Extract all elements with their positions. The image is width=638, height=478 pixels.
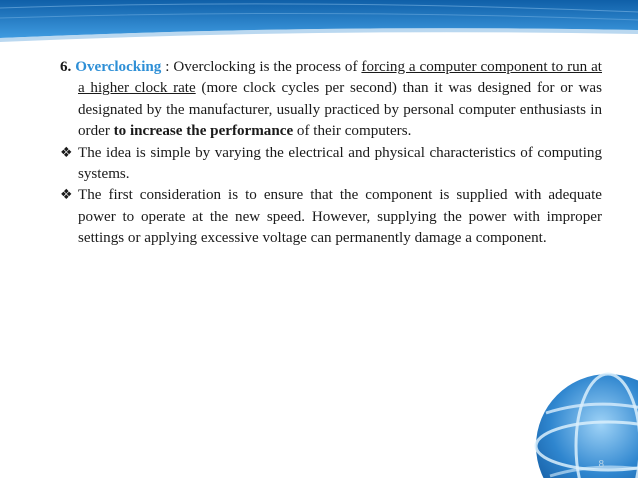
definition-paragraph — [60, 57, 602, 143]
definition-middle: (more clock cycles per second) than it was designed for or was designated by the manufacturer, usually practiced by personal computer enthusiasts in order — [78, 80, 603, 140]
definition-end: of their computers. — [293, 123, 412, 140]
definition-underlined: forcing a computer component to run at a higher clock rate — [78, 59, 602, 97]
slide-body — [60, 57, 602, 250]
item-number: 6. — [60, 59, 72, 75]
diamond-bullet-icon: ❖ — [60, 144, 73, 161]
definition-emphasis: to increase the performance — [113, 123, 294, 140]
page-number: 8 — [598, 459, 604, 470]
term-heading: Overclocking — [75, 59, 162, 75]
header-band — [0, 0, 638, 48]
bullet-item-1 — [60, 143, 602, 186]
definition-lead: : Overclocking is the process of — [161, 59, 362, 75]
globe-icon — [528, 358, 638, 478]
bullet-text: The first consideration is to ensure that the component is supplied with adequate power to operate at the new speed. However, supplying the power with improper settings or applying excessive voltage can permanently damage a component. — [78, 187, 602, 247]
bullet-item-2 — [60, 185, 602, 249]
bullet-text: The idea is simple by varying the electrical and physical characteristics of computing systems. — [78, 144, 602, 183]
diamond-bullet-icon: ❖ — [60, 187, 73, 204]
